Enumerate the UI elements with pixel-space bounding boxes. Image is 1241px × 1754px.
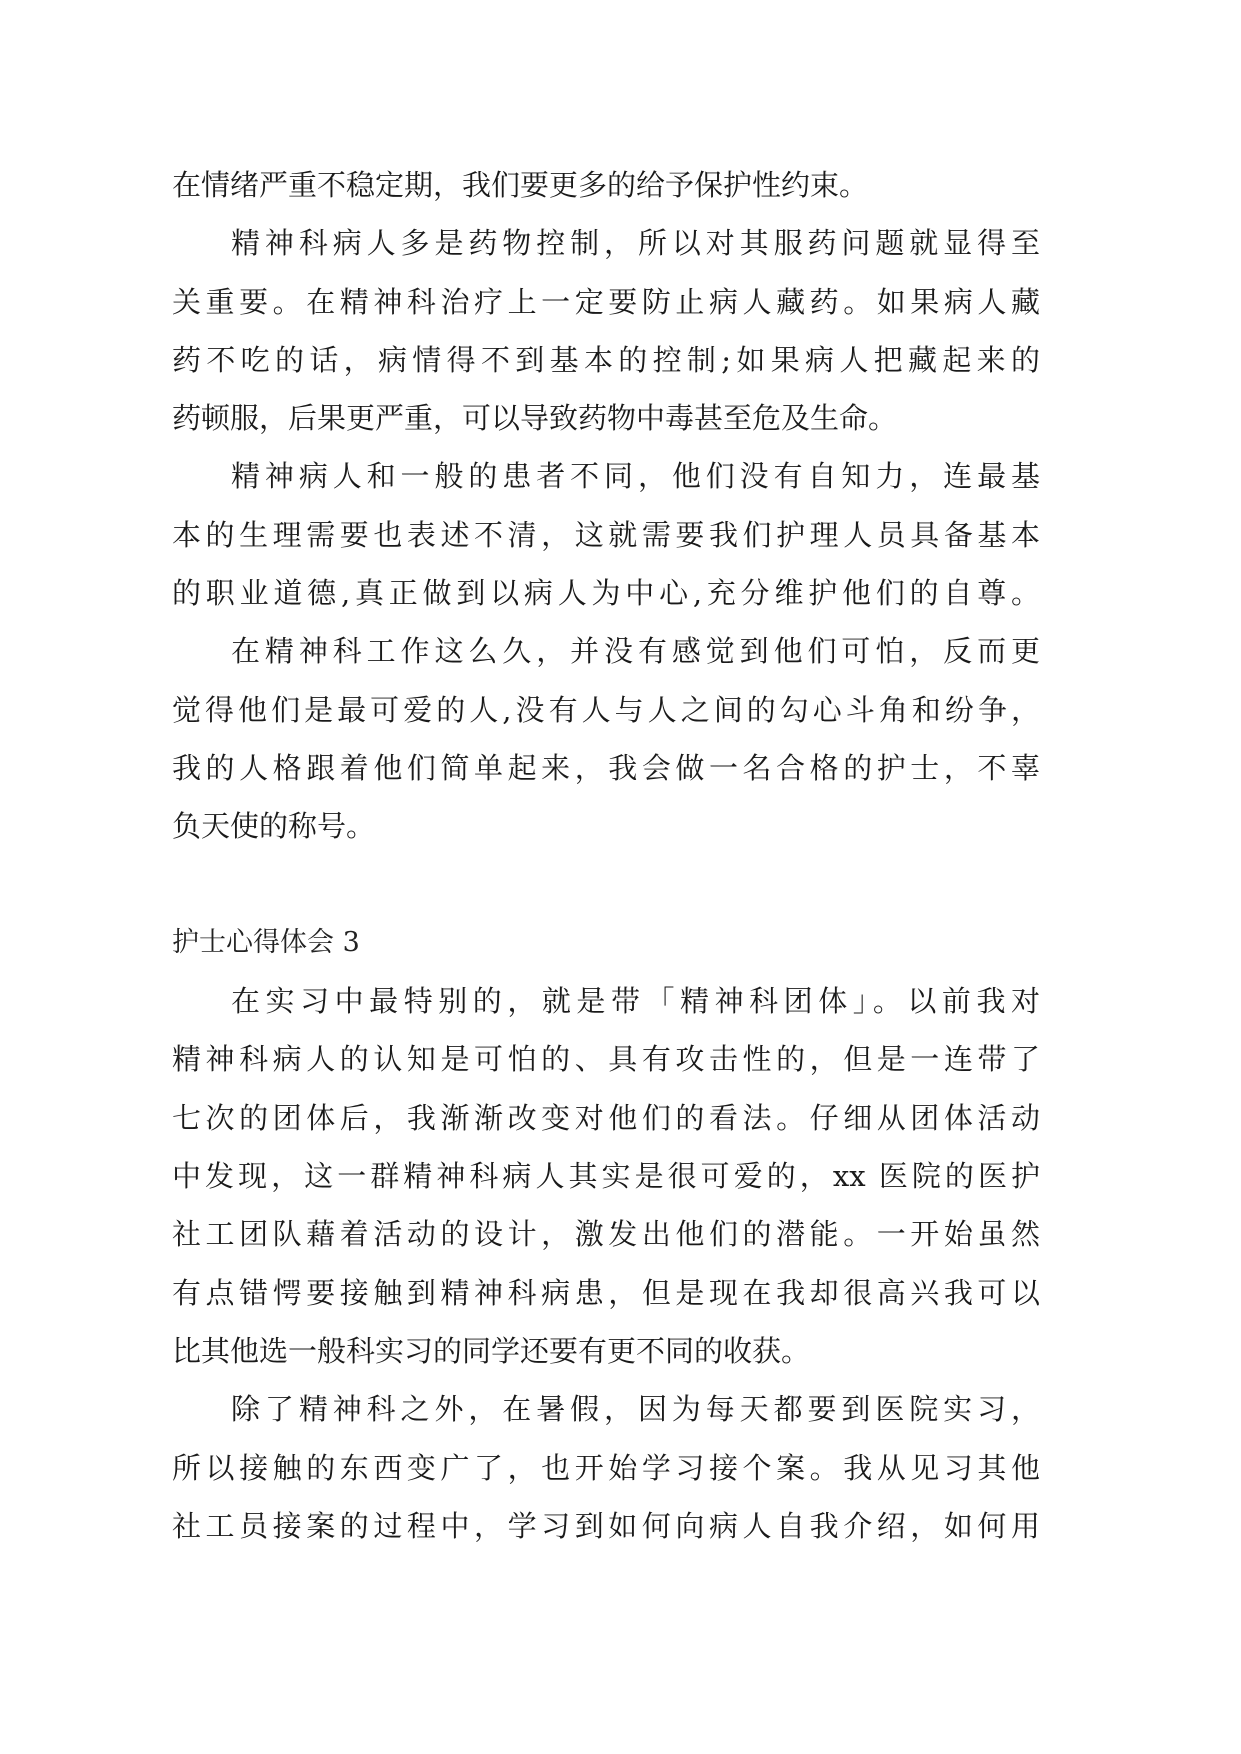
blank-line bbox=[172, 856, 1040, 914]
text-line: 关重要。在精神科治疗上一定要防止病人藏药。如果病人藏 bbox=[172, 284, 1040, 319]
text-line: 药顿服，后果更严重，可以导致药物中毒甚至危及生命。 bbox=[172, 401, 898, 436]
text-line: 有点错愕要接触到精神科病患，但是现在我却很高兴我可以 bbox=[172, 1275, 1040, 1310]
paragraph bbox=[172, 447, 1040, 622]
paragraph bbox=[172, 1380, 1040, 1555]
text-line: 精神科病人的认知是可怕的、具有攻击性的，但是一连带了 bbox=[172, 1042, 1040, 1077]
text-line: 精神科病人多是药物控制，所以对其服药问题就显得至 bbox=[231, 226, 1040, 261]
text-line: 中发现，这一群精神科病人其实是很可爱的，xx 医院的医护 bbox=[172, 1159, 1040, 1194]
document-body bbox=[172, 156, 1040, 1555]
text-line: 我的人格跟着他们简单起来，我会做一名合格的护士，不辜 bbox=[172, 750, 1040, 785]
text-line: 的职业道德,真正做到以病人为中心,充分维护他们的自尊。 bbox=[172, 576, 1040, 611]
text-line: 除了精神科之外，在暑假，因为每天都要到医院实习， bbox=[231, 1392, 1040, 1427]
text-line: 精神病人和一般的患者不同，他们没有自知力，连最基 bbox=[231, 459, 1040, 494]
text-line: 所以接触的东西变广了，也开始学习接个案。我从见习其他 bbox=[172, 1450, 1040, 1485]
paragraph bbox=[172, 622, 1040, 855]
text-line: 在精神科工作这么久，并没有感觉到他们可怕，反而更 bbox=[231, 634, 1040, 669]
text-line: 觉得他们是最可爱的人,没有人与人之间的勾心斗角和纷争， bbox=[172, 692, 1040, 727]
text-line: 七次的团体后，我渐渐改变对他们的看法。仔细从团体活动 bbox=[172, 1100, 1040, 1135]
paragraph bbox=[172, 972, 1040, 1380]
text-line: 比其他选一般科实习的同学还要有更不同的收获。 bbox=[172, 1333, 811, 1368]
paragraph bbox=[172, 214, 1040, 447]
text-line: 社工员接案的过程中，学习到如何向病人自我介绍，如何用 bbox=[172, 1508, 1040, 1543]
paragraph bbox=[172, 156, 1040, 214]
text-line: 负天使的称号。 bbox=[172, 809, 376, 844]
section-heading: 护士心得体会 3 bbox=[172, 926, 360, 958]
text-line: 本的生理需要也表述不清，这就需要我们护理人员具备基本 bbox=[172, 517, 1040, 552]
text-line: 药不吃的话，病情得不到基本的控制;如果病人把藏起来的 bbox=[172, 342, 1040, 377]
text-line: 在情绪严重不稳定期，我们要更多的给予保护性约束。 bbox=[172, 168, 869, 202]
text-line: 在实习中最特别的，就是带「精神科团体」。以前我对 bbox=[231, 984, 1040, 1019]
text-line: 社工团队藉着活动的设计，激发出他们的潜能。一开始虽然 bbox=[172, 1217, 1040, 1252]
